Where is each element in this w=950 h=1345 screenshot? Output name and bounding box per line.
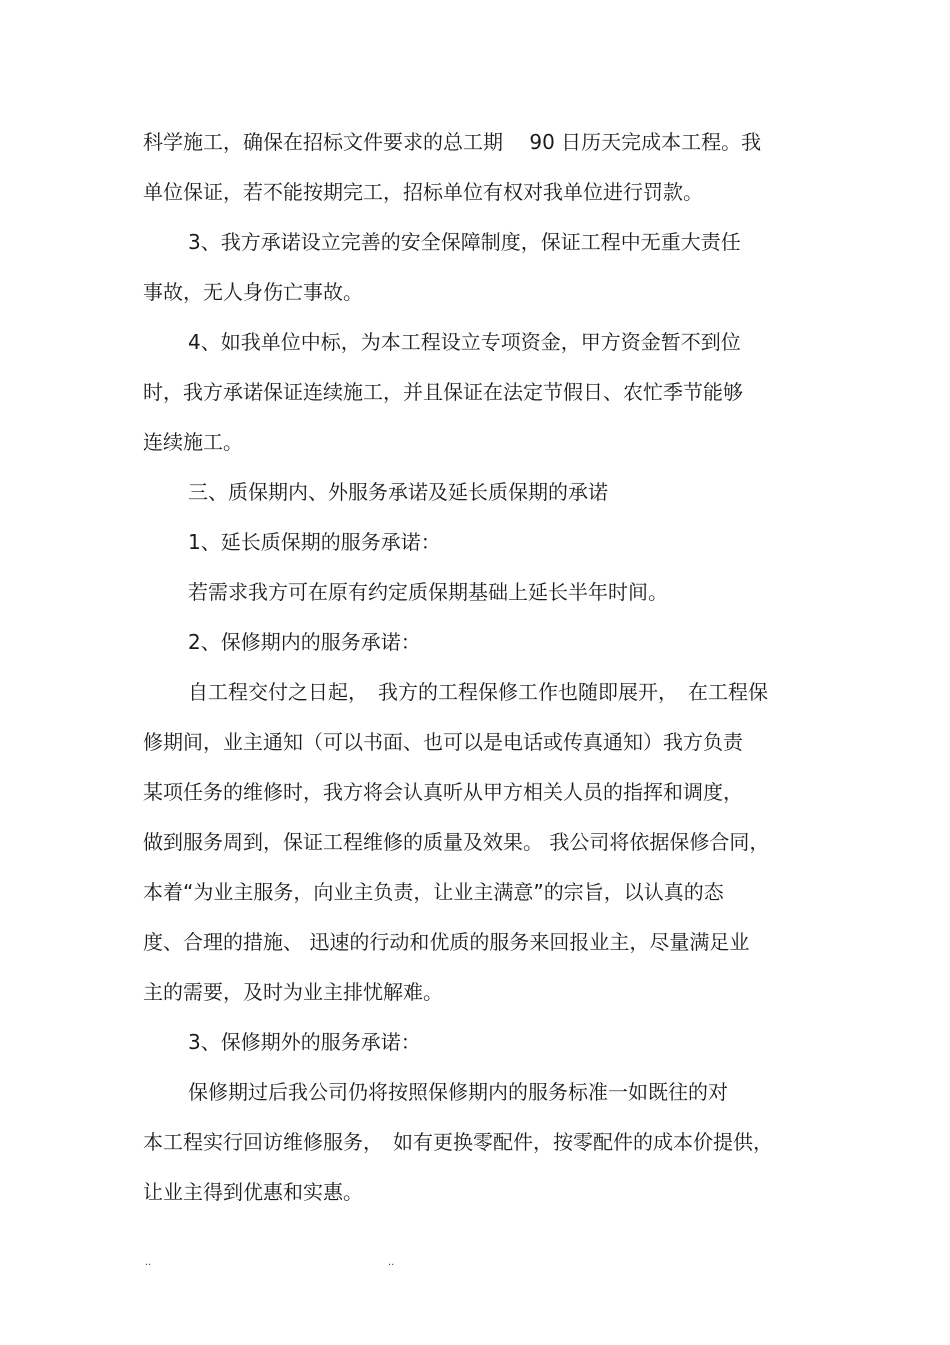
text-line: 自工程交付之日起， 我方的工程保修工作也随即展开， 在工程保	[188, 680, 768, 704]
text-line: 连续施工。	[143, 430, 243, 454]
subsection-heading: 2、保修期内的服务承诺：	[188, 630, 421, 654]
text-line: 保修期过后我公司仍将按照保修期内的服务标准一如既往的对	[188, 1080, 728, 1104]
text-line: 4、如我单位中标，为本工程设立专项资金，甲方资金暂不到位	[188, 330, 741, 354]
text-line: 本工程实行回访维修服务， 如有更换零配件，按零配件的成本价提供，	[143, 1130, 773, 1154]
text-line: 单位保证，若不能按期完工，招标单位有权对我单位进行罚款。	[143, 180, 703, 204]
text-line: 某项任务的维修时，我方将会认真听从甲方相关人员的指挥和调度，	[143, 780, 743, 804]
text-line: 让业主得到优惠和实惠。	[143, 1180, 363, 1204]
text-line: 科学施工，确保在招标文件要求的总工期 90 日历天完成本工程。我	[143, 130, 762, 154]
text-line: 3、我方承诺设立完善的安全保障制度，保证工程中无重大责任	[188, 230, 741, 254]
text-line: 度、合理的措施、 迅速的行动和优质的服务来回报业主，尽量满足业	[143, 930, 750, 954]
text-line: 若需求我方可在原有约定质保期基础上延长半年时间。	[188, 580, 668, 604]
text-line: 修期间，业主通知（可以书面、也可以是电话或传真通知）我方负责	[143, 730, 743, 754]
text-line: 事故，无人身伤亡事故。	[143, 280, 363, 304]
section-heading: 三、质保期内、外服务承诺及延长质保期的承诺	[188, 480, 608, 504]
text-line: 本着“为业主服务，向业主负责，让业主满意”的宗旨，以认真的态	[143, 880, 724, 904]
text-line: 做到服务周到，保证工程维修的质量及效果。 我公司将依据保修合同，	[143, 830, 770, 854]
subsection-heading: 3、保修期外的服务承诺：	[188, 1030, 421, 1054]
subsection-heading: 1、延长质保期的服务承诺：	[188, 530, 441, 554]
text-line: 主的需要，及时为业主排忧解难。	[143, 980, 443, 1004]
text-line: 时，我方承诺保证连续施工，并且保证在法定节假日、农忙季节能够	[143, 380, 743, 404]
footer-mark-right: ..	[388, 1257, 395, 1268]
footer-mark-left: ..	[145, 1257, 152, 1268]
